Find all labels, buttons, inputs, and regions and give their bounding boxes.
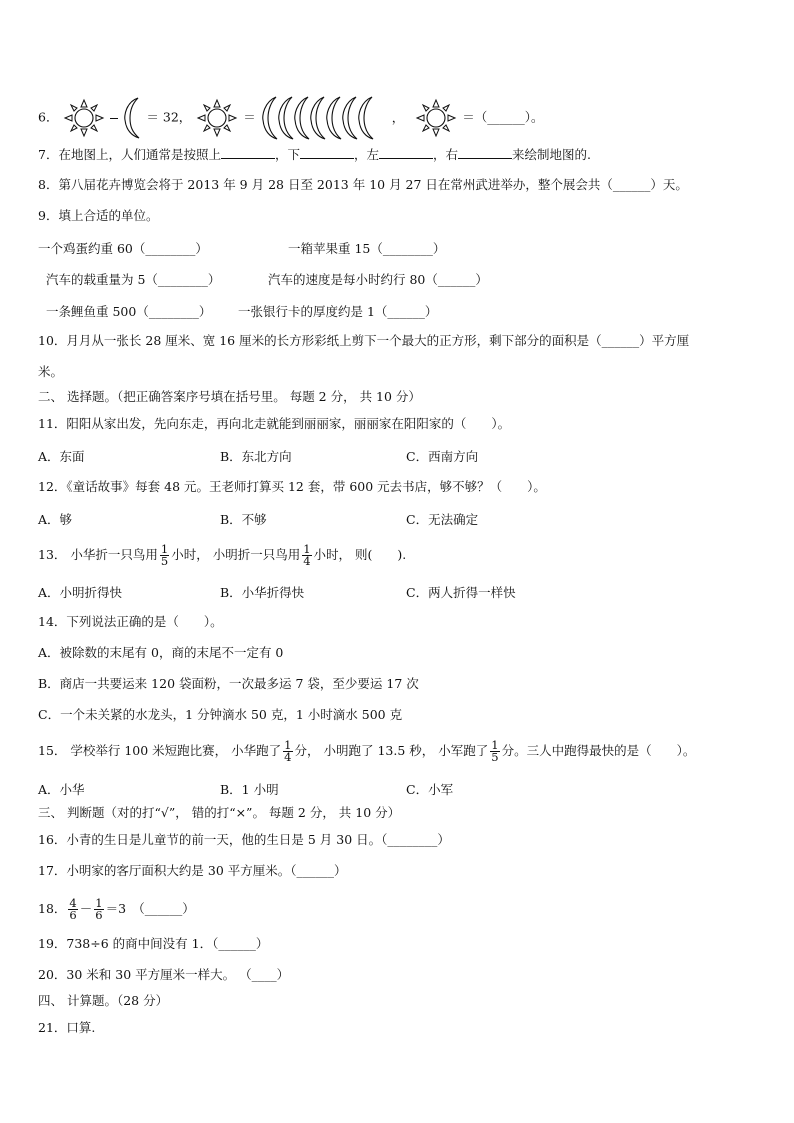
option-b: B．商店一共要运来 120 袋面粉，一次最多运 7 袋，至少要运 17 次: [38, 676, 419, 691]
question-13: 13． 小华折一只鸟用 $\frac{1}{5}$ 小时， 小明折一只鸟用 $\frac{1}{4}$ 小时， 则( ).: [38, 542, 407, 568]
question-15: 15． 学校举行 100 米短跑比赛， 小华跑了 $\frac{1}{4}$ 分， 小明跑了 13.5 秒， 小军跑了 $\frac{1}{5}$ 分。三人中跑得最快的是（ ）。: [38, 738, 696, 764]
section-4-heading: 四、 计算题。（28 分）: [38, 993, 169, 1008]
sun-icon: [195, 98, 239, 138]
option-c: C．一个未关紧的水龙头，1 分钟滴水 50 克，1 小时滴水 500 克: [38, 707, 403, 722]
question-16: 16．小青的生日是儿童节的前一天，他的生日是 5 月 30 日。（________）: [38, 832, 450, 847]
question-9-item: 一个鸡蛋约重 60（________）: [38, 241, 208, 256]
fraction: $\frac{4}{6}$: [69, 896, 77, 922]
fraction: $\frac{1}{4}$: [303, 542, 311, 568]
option-c: C．两人折得一样快: [406, 585, 516, 600]
question-6: [38, 94, 543, 124]
question-10-line2: 米。: [38, 364, 64, 379]
section-2-heading: 二、 选择题。（把正确答案序号填在括号里。 每题 2 分， 共 10 分）: [38, 389, 421, 404]
question-10-line1: 10．月月从一张长 28 厘米、宽 16 厘米的长方形彩纸上剪下一个最大的正方形，剩下部分的面积是（______）平方厘: [38, 333, 690, 348]
question-9-item: 汽车的速度是每小时约行 80（______）: [268, 272, 488, 287]
fraction: $\frac{1}{4}$: [284, 738, 292, 764]
fraction: $\frac{1}{5}$: [160, 542, 169, 568]
section-3-heading: 三、 判断题（对的打“√”， 错的打“×”。 每题 2 分， 共 10 分）: [38, 805, 401, 820]
answer-blank: [300, 146, 354, 159]
sun-icon: [62, 98, 106, 138]
question-14: 14．下列说法正确的是（ ）。: [38, 614, 223, 629]
option-b: B．小华折得快: [220, 585, 305, 600]
question-17: 17．小明家的客厅面积大约是 30 平方厘米。（______）: [38, 863, 347, 878]
answer-blank: [379, 146, 433, 159]
question-9-item: 一条鲤鱼重 500（________）: [46, 304, 212, 319]
question-20: 20．30 米和 30 平方厘米一样大。 （____）: [38, 967, 290, 982]
question-18: 18． $\frac{4}{6}$ － $\frac{1}{6}$ ＝3 （______）: [38, 896, 195, 922]
question-19: 19．738÷6 的商中间没有 1．（______）: [38, 936, 269, 951]
separator: ，: [391, 109, 405, 125]
option-b: B．东北方向: [220, 449, 292, 464]
question-21: 21．口算.: [38, 1020, 96, 1035]
fraction: $\frac{1}{6}$: [95, 896, 103, 922]
equation-result: ＝ 32，: [146, 109, 192, 125]
option-a: A．够: [38, 512, 73, 527]
question-9-item: 一张银行卡的厚度约是 1（______）: [238, 304, 438, 319]
moon-icon: [122, 96, 142, 140]
equals-sign: ＝: [243, 109, 256, 125]
option-a: A．小华: [38, 782, 85, 797]
option-b: B．1 小明: [220, 782, 279, 797]
answer-blank: ＝（______）。: [462, 109, 544, 125]
answer-blank: [458, 146, 512, 159]
option-b: B．不够: [220, 512, 267, 527]
option-a: A．小明折得快: [38, 585, 123, 600]
question-11: 11．阳阳从家出发，先向东走，再向北走就能到丽丽家，丽丽家在阳阳家的（ ）。: [38, 416, 511, 431]
option-c: C．无法确定: [406, 512, 479, 527]
option-a: A．被除数的末尾有 0，商的末尾不一定有 0: [38, 645, 284, 660]
question-7: 7．在地图上，人们通常是按照上 ，下 ，左 ，右 来绘制地图的.: [38, 147, 591, 162]
option-a: A．东面: [38, 449, 85, 464]
question-9-title: 9．填上合适的单位。: [38, 208, 159, 223]
question-8: 8．第八届花卉博览会将于 2013 年 9 月 28 日至 2013 年 10 月 27 日在常州武进举办，整个展会共（______）天。: [38, 177, 688, 192]
question-9-item: 汽车的载重量为 5（________）: [46, 272, 221, 287]
question-12: 12．《童话故事》每套 48 元。王老师打算买 12 套，带 600 元去书店，够不够？（ ）。: [38, 479, 546, 494]
option-c: C．小军: [406, 782, 454, 797]
moons-group-icon: [260, 94, 382, 142]
sun-icon: [414, 98, 458, 138]
option-c: C．西南方向: [406, 449, 479, 464]
question-9-item: 一箱苹果重 15（________）: [288, 241, 446, 256]
answer-blank: [221, 146, 275, 159]
question-number: 6．: [38, 109, 59, 125]
fraction: $\frac{1}{5}$: [491, 738, 499, 764]
